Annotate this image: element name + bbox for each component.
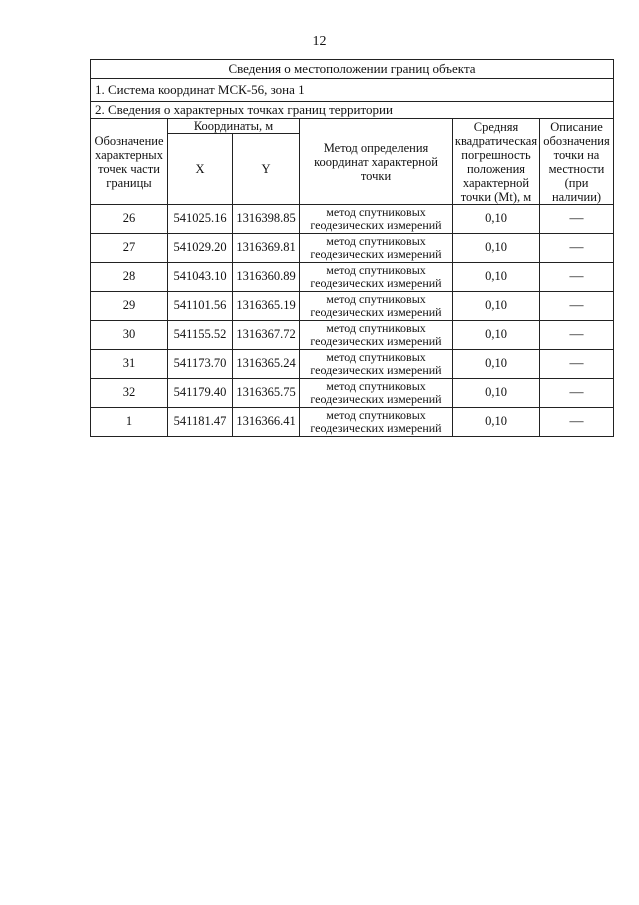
table-row xyxy=(91,292,614,321)
x-cell: 541181.47 xyxy=(168,408,233,437)
header-coordinates: Координаты, м xyxy=(168,119,300,134)
y-cell: 1316367.72 xyxy=(233,321,300,350)
table-body xyxy=(91,205,614,437)
description-cell: — xyxy=(540,379,614,408)
x-cell: 541179.40 xyxy=(168,379,233,408)
method-cell: метод спутниковых геодезических измерений xyxy=(300,379,453,408)
method-cell: метод спутниковых геодезических измерений xyxy=(300,321,453,350)
x-cell: 541101.56 xyxy=(168,292,233,321)
y-cell: 1316398.85 xyxy=(233,205,300,234)
accuracy-cell: 0,10 xyxy=(453,321,540,350)
header-accuracy: Средняя квадратическая погрешность положения характерной точки (Mt), м xyxy=(453,119,540,205)
x-cell: 541173.70 xyxy=(168,350,233,379)
point-cell: 29 xyxy=(91,292,168,321)
y-cell: 1316365.19 xyxy=(233,292,300,321)
point-cell: 30 xyxy=(91,321,168,350)
description-cell: — xyxy=(540,408,614,437)
header-x: X xyxy=(168,134,233,205)
y-cell: 1316369.81 xyxy=(233,234,300,263)
method-cell: метод спутниковых геодезических измерений xyxy=(300,408,453,437)
y-cell: 1316360.89 xyxy=(233,263,300,292)
accuracy-cell: 0,10 xyxy=(453,205,540,234)
y-cell: 1316366.41 xyxy=(233,408,300,437)
x-cell: 541155.52 xyxy=(168,321,233,350)
table-row xyxy=(91,379,614,408)
table-row xyxy=(91,408,614,437)
description-cell: — xyxy=(540,292,614,321)
coordinate-system-row: 1. Система координат МСК-56, зона 1 xyxy=(91,79,614,102)
y-cell: 1316365.24 xyxy=(233,350,300,379)
method-cell: метод спутниковых геодезических измерений xyxy=(300,263,453,292)
method-cell: метод спутниковых геодезических измерений xyxy=(300,292,453,321)
method-cell: метод спутниковых геодезических измерений xyxy=(300,350,453,379)
section-2-row: 2. Сведения о характерных точках границ территории xyxy=(91,102,614,119)
description-cell: — xyxy=(540,350,614,379)
table-row xyxy=(91,263,614,292)
point-cell: 31 xyxy=(91,350,168,379)
header-y: Y xyxy=(233,134,300,205)
table-row xyxy=(91,350,614,379)
description-cell: — xyxy=(540,263,614,292)
point-cell: 26 xyxy=(91,205,168,234)
description-cell: — xyxy=(540,205,614,234)
accuracy-cell: 0,10 xyxy=(453,379,540,408)
description-cell: — xyxy=(540,321,614,350)
description-cell: — xyxy=(540,234,614,263)
point-cell: 27 xyxy=(91,234,168,263)
boundary-points-table xyxy=(90,59,614,437)
point-cell: 28 xyxy=(91,263,168,292)
y-cell: 1316365.75 xyxy=(233,379,300,408)
point-cell: 1 xyxy=(91,408,168,437)
table-row xyxy=(91,205,614,234)
x-cell: 541043.10 xyxy=(168,263,233,292)
table-row xyxy=(91,321,614,350)
table-title: Сведения о местоположении границ объекта xyxy=(91,60,614,79)
header-description: Описание обозначения точки на местности (при наличии) xyxy=(540,119,614,205)
accuracy-cell: 0,10 xyxy=(453,234,540,263)
x-cell: 541025.16 xyxy=(168,205,233,234)
accuracy-cell: 0,10 xyxy=(453,408,540,437)
x-cell: 541029.20 xyxy=(168,234,233,263)
header-point-designation: Обозначение характерных точек части границы xyxy=(91,119,168,205)
page-number: 12 xyxy=(312,34,327,49)
accuracy-cell: 0,10 xyxy=(453,263,540,292)
table-row xyxy=(91,234,614,263)
method-cell: метод спутниковых геодезических измерений xyxy=(300,234,453,263)
header-method: Метод определения координат характерной точки xyxy=(300,119,453,205)
point-cell: 32 xyxy=(91,379,168,408)
accuracy-cell: 0,10 xyxy=(453,350,540,379)
method-cell: метод спутниковых геодезических измерений xyxy=(300,205,453,234)
accuracy-cell: 0,10 xyxy=(453,292,540,321)
